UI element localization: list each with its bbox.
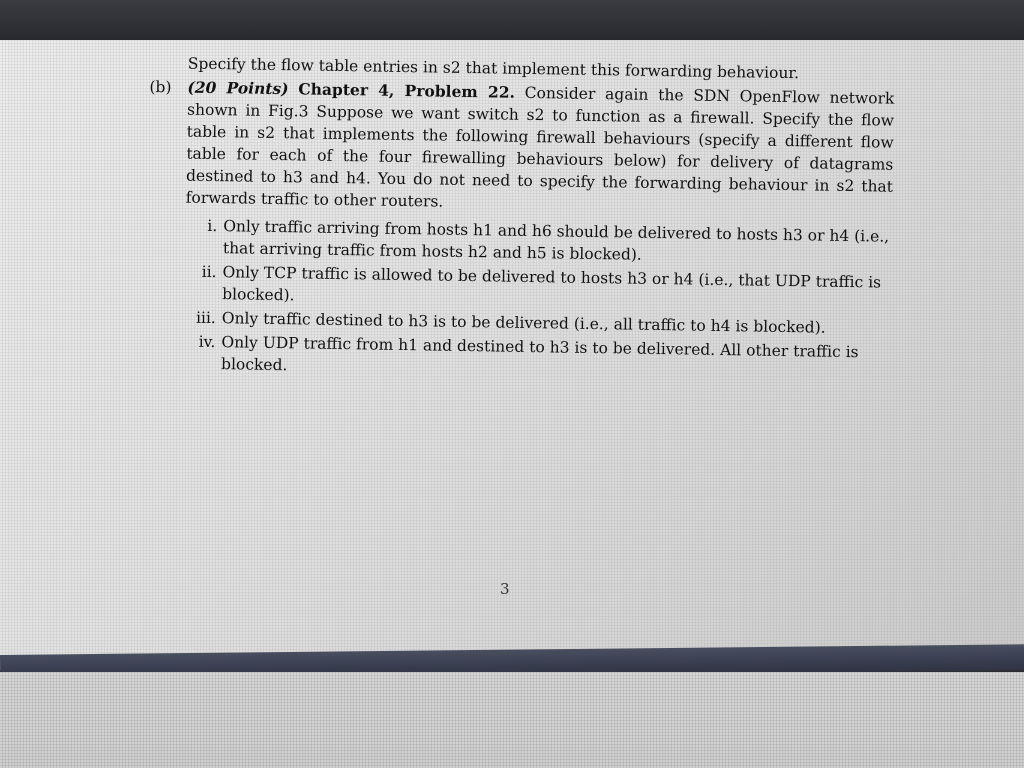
item-text: Only UDP traffic from h1 and destined to h3 is to be delivered. All other traffic is blocked.	[220, 333, 859, 375]
firewall-behaviour-list	[145, 214, 892, 386]
page-number: 3	[500, 580, 510, 598]
item-number: iii.	[195, 308, 216, 328]
lower-screen-area	[0, 672, 1024, 768]
item-text: Only traffic arriving from hosts h1 and h6 should be delivered to hosts h3 or h4 (i.e., that arriving traffic from hosts h2 and h5 is blocked).	[222, 217, 890, 264]
problem-text: Consider again the SDN OpenFlow network shown in Fig.3 Suppose we want switch s2 to function as a firewall. Specify the flow table in s2 that implements the following firewall behaviours (specify a different flow table for each of the four firewalling behaviours below) for delivery of datagrams destined to h3 and h4. You do not need to specify the forwarding behaviour in s2 that forwards traffic to other routers.	[185, 83, 895, 211]
document-screen	[0, 40, 1024, 670]
item-number: iv.	[198, 332, 216, 352]
intro-line: Specify the flow table entries in s2 that implement this forwarding behaviour.	[187, 54, 800, 83]
item-text: Only TCP traffic is allowed to be delivered to hosts h3 or h4 (i.e., that UDP traffic is blocked).	[222, 263, 882, 305]
list-item	[183, 331, 891, 386]
item-number: ii.	[201, 262, 217, 282]
chapter-label: Chapter 4, Problem 22.	[298, 79, 516, 102]
item-number: i.	[207, 216, 218, 236]
problem-part-b	[148, 76, 895, 220]
part-label: (b)	[149, 77, 172, 97]
item-text: Only traffic destined to h3 is to be delivered (i.e., all traffic to h4 is blocked).	[221, 309, 826, 337]
document-page	[145, 52, 895, 388]
part-body	[186, 77, 895, 220]
points-label: (20 Points)	[187, 77, 289, 99]
